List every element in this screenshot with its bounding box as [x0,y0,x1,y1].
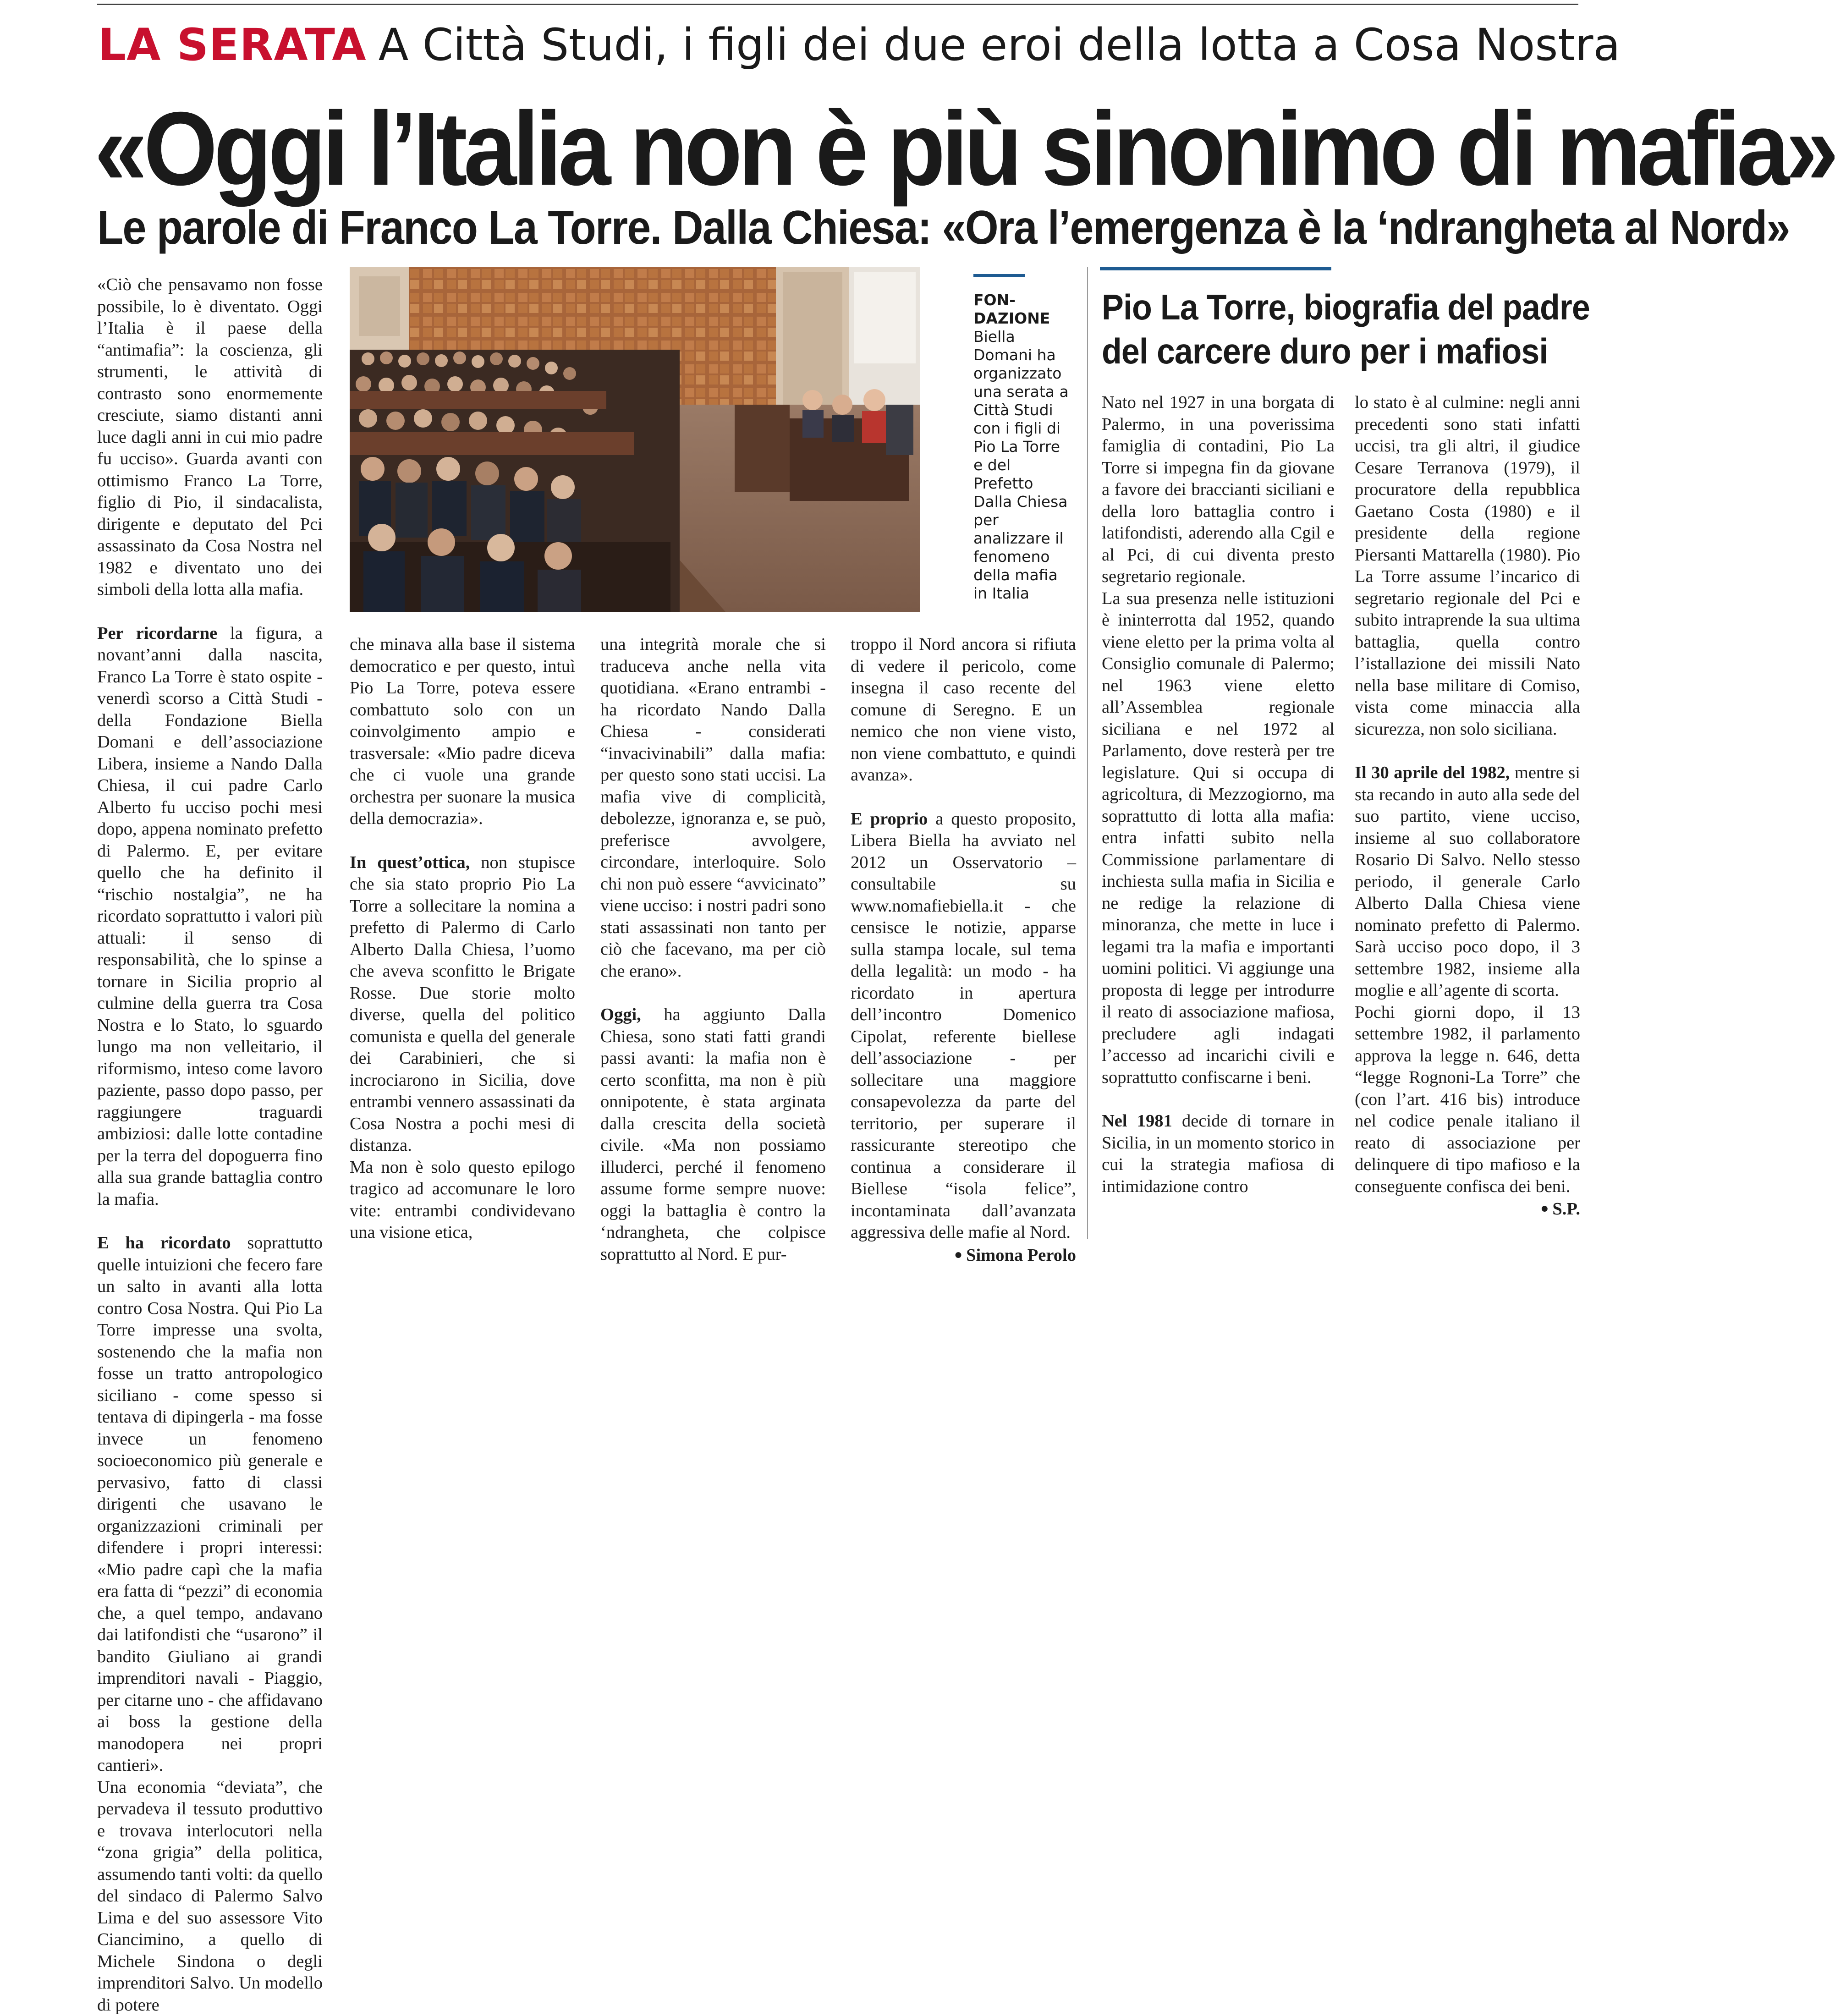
paragraph-lead: Nel 1981 [1102,1111,1172,1131]
paragraph: «Ciò che pensavamo non fosse possibile, lo è diventato. Oggi l’Italia è il paese della “antimafia”: la coscienza, gli strumenti, le attività di contrasto sono enormemente cresciute, siamo distanti anni luce dagli anni in cui mio padre fu ucciso». Guarda avanti con ottimismo Franco La Torre, figlio di Pio, il sindacalista, dirigente e deputato del Pci assassinato da Cosa Nostra nel 1982 e diventato uno dei simboli della lotta alla mafia. [97,274,323,601]
paragraph-text: decide di tornare in Sicilia, in un momento storico in cui la strategia mafiosa di intimidazione contro [1102,1111,1335,1196]
caption-text: Biella Domani ha organizzato una serata a Città Studi con i figli di Pio La Torre e del Prefetto Dalla Chiesa per analizzare il fenomeno della mafia in Italia [973,328,1069,602]
paragraph-text: mentre si sta recando in auto alla sede del suo partito, viene ucciso, insieme al suo collaboratore Rosario Di Salvo. Nello stesso periodo, il generale Carlo Alberto Dalla Chiesa viene nominato prefetto di Palermo. Sarà ucciso poco dopo, il 3 settembre 1982, insieme alla moglie e all’agente di scorta. [1355,763,1580,1000]
headline: «Oggi l’Italia non è più sinonimo di mafia» [94,92,1450,206]
paragraph-lead: E ha ricordato [97,1233,231,1252]
paragraph [1355,762,1580,1002]
paragraph [97,623,323,1211]
paragraph: che minava alla base il sistema democratico e per questo, intuì Pio La Torre, poteva essere combattuto solo con un coinvolgimento ampio e trasversale: «Mio padre diceva che ci vuole una grande orchestra per suonare la musica della democrazia». [350,634,575,830]
event-photo [350,267,920,612]
paragraph [97,1232,323,1777]
sidebar-rule [1100,267,1331,270]
paragraph-lead: Per ricordarne [97,624,217,643]
paragraph [1102,1110,1335,1198]
paragraph-text: la figura, a novant’anni dalla nascita, Franco La Torre è stato ospite - venerdì scorso a Città Studi - della Fondazione Biella Domani e dell’associazione Libera, insieme a Nando Dalla Chiesa, il cui padre Carlo Alberto fu ucciso pochi mesi dopo, appena nominato prefetto di Palermo. E, per evitare quello che ha definito il “rischio nostalgia”, ne ha ricordato soprattutto i valori più attuali: il senso di responsabilità, che lo spinse a tornare in Sicilia proprio al culmine della guerra tra Cosa Nostra e lo Stato, lo sguardo lungo ma non velleitario, il riformismo, inteso come lavoro paziente, passo dopo passo, per raggiungere traguardi ambiziosi: dalle lotte contadine per la terra del dopoguerra fino alla sua grande battaglia contro la mafia. [97,624,323,1209]
caption-title: FON- DAZIONE [973,291,1070,328]
paragraph-lead: Il 30 aprile del 1982, [1355,763,1510,782]
paragraph: lo stato è al culmine: negli anni precedenti sono stati infatti uccisi, tra gli altri, il giudice Cesare Terranova (1979), il procuratore della repubblica Gaetano Costa (1980) e il presidente della regione Piersanti Mattarella (1980). Pio La Torre assume l’incarico di segretario regionale del Pci e subito intraprende la sua ultima battaglia, quella contro l’istallazione dei missili Nato nella base militare di Comiso, vista come minaccia alla sicurezza, non solo siciliana. [1355,392,1580,740]
kicker [98,17,1620,72]
paragraph [350,852,575,1157]
sidebar-column-2 [1355,392,1580,1230]
paragraph-lead: Oggi, [600,1005,641,1024]
paragraph: Una economia “deviata”, che pervadeva il tessuto produttivo e trovava interlocutori nella “zona grigia” della politica, assumendo tanti volti: da quello del sindaco di Palermo Salvo Lima e del suo assessore Vito Ciancimino, a quello di Michele Sindona o degli imprenditori Salvo. Un modello di potere [97,1777,323,2016]
paragraph-text: ha aggiunto Dalla Chiesa, sono stati fatti grandi passi avanti: la mafia non è certo sconfitta, ma non è più onnipotente, è stata arginata dalla crescita della società civile. «Ma non possiamo illuderci, perché il fenomeno assume forme sempre nuove: oggi la battaglia è contro la ‘ndrangheta, che colpisce soprattutto al Nord. E pur- [600,1005,826,1264]
sidebar-byline [1355,1198,1580,1220]
bullet-icon: ● [954,1247,962,1262]
subheadline: Le parole di Franco La Torre. Dalla Chiesa: «Ora l’emergenza è la ‘ndrangheta al Nord» [97,198,1790,258]
top-rule [97,4,1578,5]
paragraph: troppo il Nord ancora si rifiuta di vedere il pericolo, come insegna il caso recente del comune di Seregno. E un nemico che non viene visto, non viene combattuto, e quindi avanza». [851,634,1076,786]
article-column-4 [851,634,1076,1230]
paragraph-text: non stupisce che sia stato proprio Pio La Torre a sollecitare la nomina a prefetto di Palermo di Carlo Alberto Dalla Chiesa, l’uomo che aveva sconfitto le Brigate Rosse. Due storie molto diverse, quella del politico comunista e quella del generale dei Carabinieri, che si incrociarono in Sicilia, dove entrambi vennero assassinati da Cosa Nostra a pochi mesi di distanza. [350,853,575,1155]
audience-rows [350,350,680,612]
author-name: Simona Perolo [966,1246,1076,1265]
paragraph: una integrità morale che si traduceva anche nella vita quotidiana. «Erano entrambi - ha ricordato Nando Dalla Chiesa - considerati “invacivinabili” dalla mafia: per questo sono stati uccisi. La mafia vive di complicità, debolezze, ignoranza e, se può, preferisce avvolgere, circondare, interloquire. Solo chi non può essere “avvicinato” viene ucciso: i nostri padri sono stati assassinati non tanto per ciò che facevano, ma per ciò che erano». [600,634,826,982]
paragraph [600,1004,826,1265]
author-byline [851,1244,1076,1267]
conference-hall-audience-photo [350,267,920,612]
kicker-text: A Città Studi, i figli dei due eroi della lotta a Cosa Nostra [379,19,1621,71]
paragraph-text: a questo proposito, Libera Biella ha avviato nel 2012 un Osservatorio – consultabile su www.nomafiebiella.it - che censisce le notizie, apparse sulla stampa locale, sul tema della legalità: un modo - ha ricordato in apertura dell’incontro Domenico Cipolat, referente biellese dell’associazione - per sollecitare una maggiore consapevolezza da parte del territorio, per superare il rassicurante stereotipo che continua a considerare il Biellese “isola felice”, incontaminata dall’avanzata aggressiva delle mafie al Nord. [851,809,1076,1242]
author-initials: S.P. [1552,1199,1580,1219]
article-column-2 [350,634,575,1230]
sidebar-title-line-2: del carcere duro per i mafiosi [1102,331,1548,371]
section-tag: LA SERATA [98,19,367,71]
bullet-icon: ● [1540,1201,1549,1216]
paragraph [851,808,1076,1244]
sidebar-title-line-1: Pio La Torre, biografia del padre [1102,287,1590,327]
paragraph: La sua presenza nelle istituzioni è ininterrotta dal 1952, quando viene eletto per la prima volta al Consiglio comunale di Palermo; nel 1963 viene eletto all’Assemblea regionale siciliana e nel 1972 al Parlamento, dove resterà per tre legislature. Qui si occupa di agricoltura, di Mezzogiorno, ma soprattutto di lotta alla mafia: entra infatti subito nella Commissione parlamentare di inchiesta sulla mafia in Sicilia e ne redige la relazione di minoranza, che mette in luce i legami tra la mafia e importanti uomini politici. Vi aggiunge una proposta di legge per introdurre il reato di associazione mafiosa, precludere agli indagati l’accesso ad incarichi civili e soprattutto confiscarne i beni. [1102,588,1335,1089]
sidebar-column-1 [1102,392,1335,1230]
paragraph-lead: E proprio [851,809,928,829]
sidebar-title [1102,285,1540,373]
column-divider [1087,267,1088,1239]
article-column-3 [600,634,826,1230]
paragraph: Pochi giorni dopo, il 13 settembre 1982, il parlamento approva la legge n. 646, detta “legge Rognoni-La Torre” che (con l’art. 416 bis) introduce nel codice penale italiano il reato di associazione per delinquere di tipo mafioso e la conseguente confisca dei beni. [1355,1002,1580,1198]
caption-rule [973,274,1025,277]
paragraph: Ma non è solo questo epilogo tragico ad accomunare le loro vite: entrambi condividevano una visione etica, [350,1157,575,1244]
photo-caption [973,291,1070,603]
paragraph-text: soprattutto quelle intuizioni che fecero fare un salto in avanti alla lotta contro Cosa Nostra. Qui Pio La Torre impresse una svolta, sostenendo che la mafia non fosse un tratto antropologico siciliano - come spesso si tentava di dipingerla - ma fosse invece un fenomeno socioeconomico più generale e pervasivo, fatto di classi dirigenti che usavano le organizzazioni criminali per difendere i propri interessi: «Mio padre capì che la mafia era fatta di “pezzi” di economia che, a quel tempo, andavano dai latifondisti che “usarono” il bandito Giuliano ai grandi imprenditori navali - Piaggio, per citarne uno - che affidavano ai boss la gestione della manodopera nei propri cantieri». [97,1233,323,1775]
paragraph: Nato nel 1927 in una borgata di Palermo, in una poverissima famiglia di contadini, Pio La Torre si impegna fin da giovane a favore dei braccianti siciliani e della loro battaglia contro i latifondisti, aderendo alla Cgil e al Pci, di cui diventa presto segretario regionale. [1102,392,1335,588]
article-column-1 [97,274,323,1979]
paragraph-lead: In quest’ottica, [350,853,470,872]
